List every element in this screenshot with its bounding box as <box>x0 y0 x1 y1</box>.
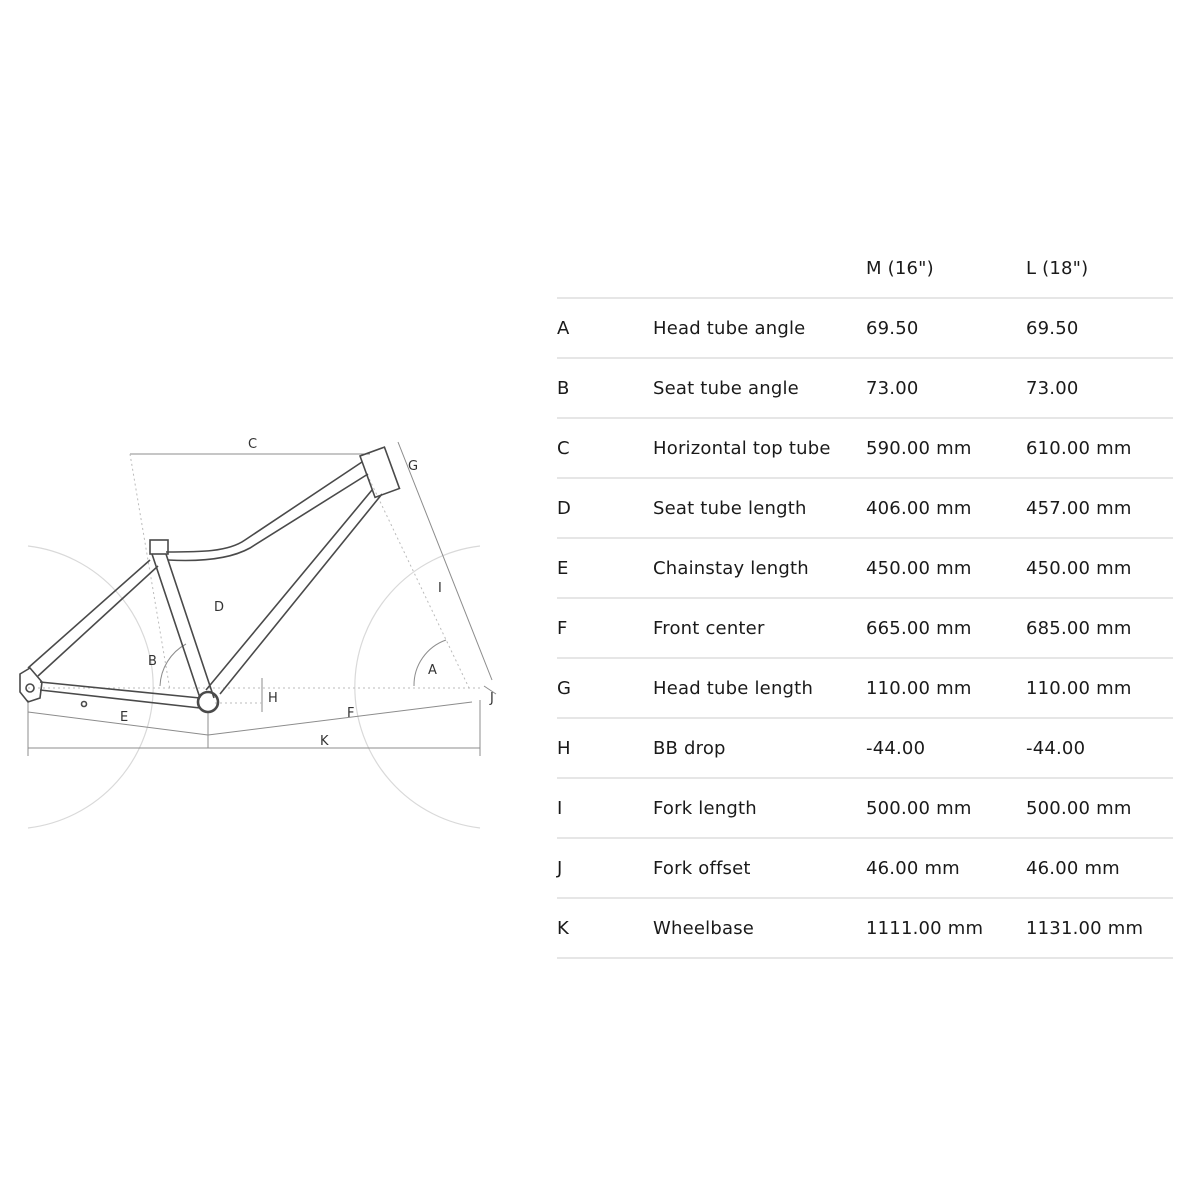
row-name: BB drop <box>653 718 866 778</box>
header-name <box>653 240 866 298</box>
row-name: Seat tube length <box>653 478 866 538</box>
table-row <box>557 298 1173 358</box>
table-row <box>557 718 1173 778</box>
row-value-m: 1111.00 mm <box>866 898 1026 958</box>
row-name: Fork offset <box>653 838 866 898</box>
front-wheel-arc <box>355 546 480 828</box>
row-name: Wheelbase <box>653 898 866 958</box>
table-row <box>557 598 1173 658</box>
top-tube <box>166 462 368 561</box>
row-value-m: 406.00 mm <box>866 478 1026 538</box>
table-row <box>557 778 1173 838</box>
label-i: I <box>438 581 442 596</box>
chain-stays <box>40 682 200 708</box>
row-value-l: 685.00 mm <box>1026 598 1173 658</box>
row-letter: D <box>557 478 653 538</box>
label-d: D <box>214 600 225 615</box>
row-value-l: 450.00 mm <box>1026 538 1173 598</box>
dimension-labels <box>120 437 494 749</box>
label-c: C <box>248 437 258 452</box>
rear-dropout <box>20 668 42 702</box>
seat-angle-arc-b <box>160 644 186 686</box>
row-name: Head tube length <box>653 658 866 718</box>
header-size-m: M (16") <box>866 258 934 279</box>
row-letter: F <box>557 598 653 658</box>
row-letter: I <box>557 778 653 838</box>
row-letter: H <box>557 718 653 778</box>
row-value-m: 450.00 mm <box>866 538 1026 598</box>
row-value-l: 610.00 mm <box>1026 418 1173 478</box>
row-value-l: -44.00 <box>1026 718 1173 778</box>
table-row <box>557 418 1173 478</box>
row-letter: K <box>557 898 653 958</box>
bike-frame <box>20 447 399 712</box>
label-b: B <box>148 654 157 669</box>
row-value-m: 69.50 <box>866 298 1026 358</box>
bike-frame-geometry-diagram <box>0 0 560 1200</box>
row-value-m: 590.00 mm <box>866 418 1026 478</box>
row-value-m: 665.00 mm <box>866 598 1026 658</box>
row-name: Fork length <box>653 778 866 838</box>
row-value-m: 73.00 <box>866 358 1026 418</box>
table-header-row <box>557 240 1173 298</box>
table-row <box>557 478 1173 538</box>
label-f: F <box>347 706 355 721</box>
row-value-m: 500.00 mm <box>866 778 1026 838</box>
seat-tube-top <box>150 540 168 554</box>
geometry-table <box>557 240 1173 959</box>
label-j: J <box>490 691 494 706</box>
row-name: Horizontal top tube <box>653 418 866 478</box>
row-value-l: 500.00 mm <box>1026 778 1173 838</box>
row-value-l: 46.00 mm <box>1026 838 1173 898</box>
head-tube <box>360 447 399 497</box>
table-row <box>557 898 1173 958</box>
table-row <box>557 658 1173 718</box>
row-value-l: 457.00 mm <box>1026 478 1173 538</box>
row-name: Chainstay length <box>653 538 866 598</box>
bottle-boss <box>82 702 87 707</box>
table-row <box>557 538 1173 598</box>
bottom-bracket <box>198 692 218 712</box>
row-value-l: 73.00 <box>1026 358 1173 418</box>
row-letter: G <box>557 658 653 718</box>
label-g: G <box>408 459 419 474</box>
row-value-l: 1131.00 mm <box>1026 898 1173 958</box>
steering-axis-line <box>365 470 470 690</box>
row-name: Seat tube angle <box>653 358 866 418</box>
header-size-l: L (18") <box>1026 258 1089 279</box>
row-value-l: 110.00 mm <box>1026 658 1173 718</box>
row-name: Front center <box>653 598 866 658</box>
row-letter: A <box>557 298 653 358</box>
front-center-line-f <box>208 702 472 735</box>
table-row <box>557 358 1173 418</box>
row-letter: C <box>557 418 653 478</box>
seat-stays <box>28 560 158 676</box>
row-letter: J <box>557 838 653 898</box>
row-name: Head tube angle <box>653 298 866 358</box>
row-letter: E <box>557 538 653 598</box>
table-row <box>557 838 1173 898</box>
row-letter: B <box>557 358 653 418</box>
header-letter <box>557 240 653 298</box>
label-e: E <box>120 710 129 725</box>
row-value-m: 46.00 mm <box>866 838 1026 898</box>
label-a: A <box>428 663 437 678</box>
row-value-l: 69.50 <box>1026 298 1173 358</box>
fork-length-line-i <box>398 442 492 680</box>
chainstay-line-e <box>28 712 208 735</box>
row-value-m: 110.00 mm <box>866 658 1026 718</box>
label-h: H <box>268 691 278 706</box>
row-value-m: -44.00 <box>866 718 1026 778</box>
dimension-lines <box>28 442 496 756</box>
label-k: K <box>320 734 329 749</box>
